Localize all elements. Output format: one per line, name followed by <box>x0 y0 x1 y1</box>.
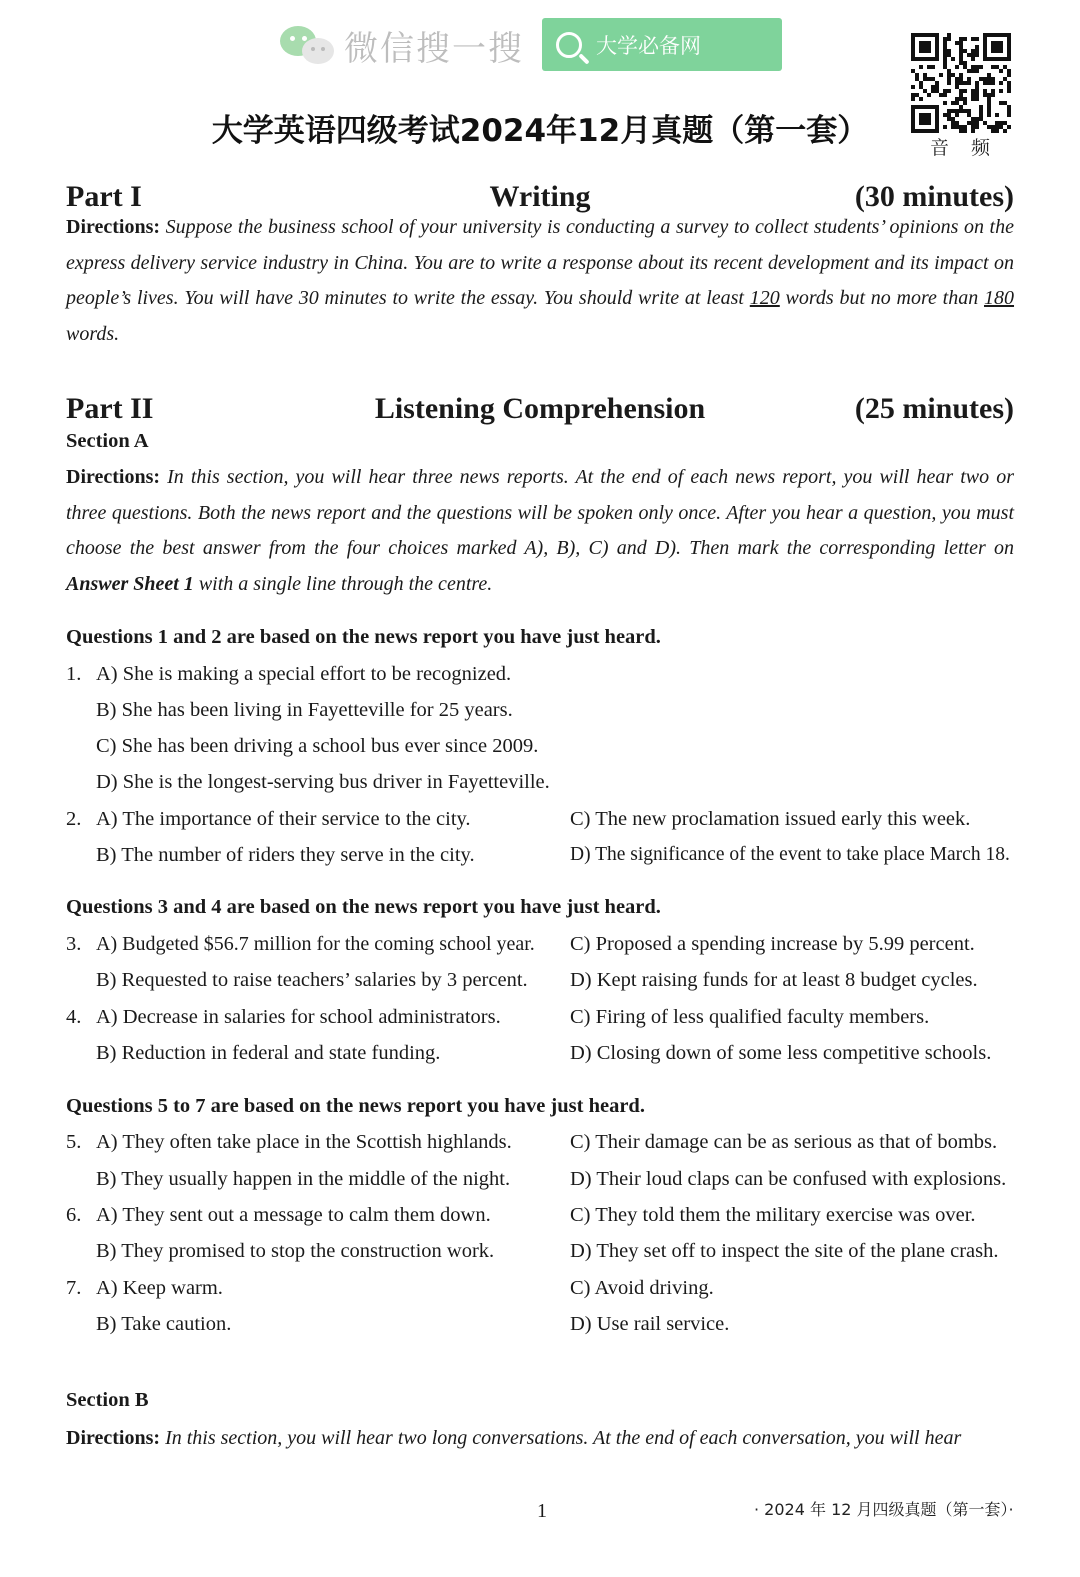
search-box-label: 大学必备网 <box>596 33 701 58</box>
option-a: A) They often take place in the Scottish highlands. <box>96 1131 512 1153</box>
part2-directions: Directions: In this section, you will hear three news reports. At the end of each news report, you will hear two or three questions. Both the news report and the questions will be spoken only once. After you hear a question, you must choose the best answer from the four choices marked A), B), C) and D). Then mark the corresponding letter on Answer Sheet 1 with a single line through the centre. <box>66 466 1014 595</box>
option-c: C) Firing of less qualified faculty members. <box>570 1006 930 1028</box>
part1-label: Part I <box>66 180 142 213</box>
document-title: 大学英语四级考试2024年12月真题（第一套） <box>211 113 869 149</box>
question-group-header: Questions 3 and 4 are based on the news report you have just heard. <box>66 896 661 918</box>
question-group-header: Questions 1 and 2 are based on the news report you have just heard. <box>66 626 661 648</box>
option-b: B) They promised to stop the construction work. <box>96 1240 495 1262</box>
option-d: D) The significance of the event to take place March 18. <box>570 844 1010 865</box>
wechat-search-prefix: 微信搜一搜 <box>344 28 524 69</box>
answer-sheet-ref: Answer Sheet 1 <box>66 572 194 595</box>
directions-label: Directions: <box>66 1427 161 1449</box>
question-number: 4. <box>66 1006 82 1028</box>
section-b-directions: Directions: In this section, you will hear two long conversations. At the end of each conversation, you will hear <box>66 1427 962 1449</box>
question-number: 3. <box>66 933 82 955</box>
directions-label: Directions: <box>66 466 161 488</box>
option-d: D) She is the longest-serving bus driver in Fayetteville. <box>96 771 550 793</box>
option-a: A) She is making a special effort to be recognized. <box>96 663 512 685</box>
part2-name: Listening Comprehension <box>374 392 706 425</box>
option-b: B) Take caution. <box>96 1313 232 1335</box>
page-number: 1 <box>537 1500 547 1522</box>
section-b-label: Section B <box>66 1389 149 1411</box>
option-d: D) Closing down of some less competitive schools. <box>570 1042 992 1064</box>
option-b: B) She has been living in Fayetteville for 25 years. <box>96 699 513 721</box>
question-number: 2. <box>66 808 82 830</box>
running-title: · 2024 年 12 月四级真题（第一套）· <box>754 1500 1014 1519</box>
option-d: D) Kept raising funds for at least 8 budget cycles. <box>570 969 978 991</box>
option-a: A) Budgeted $56.7 million for the coming school year. <box>96 933 535 955</box>
part1-time: (30 minutes) <box>854 180 1014 213</box>
qr-audio-label: 音 频 <box>930 137 999 159</box>
option-d: D) Their loud claps can be confused with explosions. <box>570 1168 1007 1190</box>
question-number: 5. <box>66 1131 82 1153</box>
max-words: 180 <box>984 287 1015 309</box>
part2-header <box>66 392 1014 432</box>
question-number: 7. <box>66 1277 82 1299</box>
option-b: B) They usually happen in the middle of the night. <box>96 1168 511 1190</box>
option-a: A) The importance of their service to the city. <box>96 808 471 830</box>
option-d: D) They set off to inspect the site of the plane crash. <box>570 1240 999 1262</box>
directions-label: Directions: <box>66 216 161 238</box>
option-c: C) Avoid driving. <box>570 1277 714 1299</box>
wechat-logo-icon <box>278 22 336 68</box>
option-a: A) Keep warm. <box>96 1277 223 1299</box>
question-number: 6. <box>66 1204 82 1226</box>
min-words: 120 <box>749 287 780 309</box>
question-number: 1. <box>66 663 82 685</box>
option-c: C) The new proclamation issued early this week. <box>570 808 971 830</box>
option-d: D) Use rail service. <box>570 1313 730 1335</box>
option-c: C) Their damage can be as serious as that of bombs. <box>570 1131 998 1153</box>
option-b: B) Requested to raise teachers’ salaries by 3 percent. <box>96 969 528 991</box>
option-b: B) The number of riders they serve in the city. <box>96 844 475 866</box>
wechat-search-banner <box>278 20 524 70</box>
question-group-header: Questions 5 to 7 are based on the news report you have just heard. <box>66 1095 645 1117</box>
section-a-label: Section A <box>66 430 149 452</box>
search-icon <box>556 32 582 58</box>
option-b: B) Reduction in federal and state funding. <box>96 1042 441 1064</box>
option-c: C) She has been driving a school bus ever since 2009. <box>96 735 539 757</box>
option-a: A) They sent out a message to calm them down. <box>96 1204 491 1226</box>
option-c: C) They told them the military exercise was over. <box>570 1204 976 1226</box>
part1-directions: Directions: Suppose the business school of your university is conducting a survey to collect students’ opinions on the express delivery service industry in China. You are to write a response about its recent development and its impact on people’s lives. You will have 30 minutes to write the essay. You should write at least 120 words but no more than 180 words. <box>66 216 1015 345</box>
option-c: C) Proposed a spending increase by 5.99 percent. <box>570 933 975 955</box>
part2-time: (25 minutes) <box>854 392 1014 425</box>
part1-name: Writing <box>489 180 591 213</box>
part2-label: Part II <box>66 392 154 425</box>
search-box[interactable] <box>542 18 782 71</box>
option-a: A) Decrease in salaries for school administrators. <box>96 1006 501 1028</box>
